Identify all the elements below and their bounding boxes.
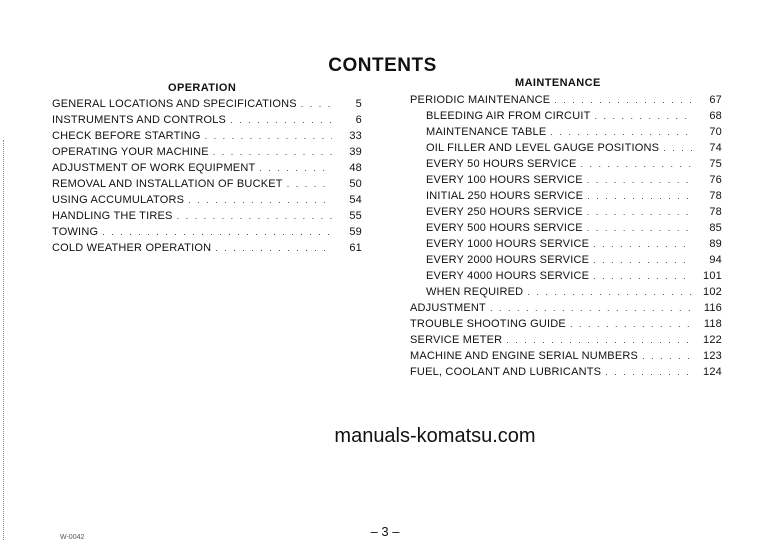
dot-leader (287, 176, 332, 192)
toc-entry-title: CHECK BEFORE STARTING (52, 130, 201, 142)
toc-entry-title: ADJUSTMENT (410, 302, 486, 314)
watermark-text: manuals-komatsu.com (334, 425, 536, 447)
toc-entry-title: COLD WEATHER OPERATION (52, 242, 212, 254)
toc-entry-title: INITIAL 250 HOURS SERVICE (426, 190, 584, 202)
page-number: – 3 – (370, 524, 400, 539)
dot-leader (605, 364, 692, 380)
dot-leader (663, 140, 692, 156)
dot-leader (215, 240, 332, 256)
toc-entry-page: 78 (709, 190, 722, 202)
toc-entry-title: SERVICE METER (410, 334, 503, 346)
toc-entry (410, 156, 722, 172)
toc-entry-page: 94 (709, 254, 722, 266)
dot-leader (527, 284, 692, 300)
dot-leader (593, 252, 692, 268)
toc-entry-title: MACHINE AND ENGINE SERIAL NUMBERS (410, 350, 639, 362)
toc-entry-title: MAINTENANCE TABLE (426, 126, 547, 138)
toc-entry-page: 75 (709, 158, 722, 170)
toc-entry-page: 67 (709, 94, 722, 106)
toc-entry-title: REMOVAL AND INSTALLATION OF BUCKET (52, 178, 283, 190)
toc-entry (410, 284, 722, 300)
toc-entry (52, 192, 362, 208)
dot-leader (188, 192, 332, 208)
toc-entry-page: 54 (349, 194, 362, 206)
dot-leader (593, 268, 692, 284)
toc-entry-page: 122 (703, 334, 722, 346)
dot-leader (205, 128, 332, 144)
toc-entry (410, 268, 722, 284)
operation-toc (52, 96, 362, 256)
toc-entry (410, 188, 722, 204)
toc-entry-page: 59 (349, 226, 362, 238)
toc-entry (410, 140, 722, 156)
toc-entry (410, 108, 722, 124)
toc-entry (52, 224, 362, 240)
toc-entry-page: 39 (349, 146, 362, 158)
toc-entry (52, 160, 362, 176)
toc-entry (410, 364, 722, 380)
toc-entry-page: 101 (703, 270, 722, 282)
toc-entry-page: 70 (709, 126, 722, 138)
toc-entry-page: 5 (355, 98, 362, 110)
toc-entry-title: USING ACCUMULATORS (52, 194, 185, 206)
dot-leader (490, 300, 692, 316)
toc-entry-page: 123 (703, 350, 722, 362)
toc-entry (52, 208, 362, 224)
dot-leader (587, 188, 692, 204)
toc-entry-page: 124 (703, 366, 722, 378)
dot-leader (581, 156, 692, 172)
toc-entry (410, 316, 722, 332)
toc-entry-page: 6 (355, 114, 362, 126)
toc-entry-title: EVERY 4000 HOURS SERVICE (426, 270, 590, 282)
dot-leader (587, 204, 692, 220)
toc-entry (410, 348, 722, 364)
toc-entry (410, 252, 722, 268)
toc-entry (52, 144, 362, 160)
toc-entry-title: INSTRUMENTS AND CONTROLS (52, 114, 227, 126)
toc-entry-title: EVERY 2000 HOURS SERVICE (426, 254, 590, 266)
toc-entry (410, 300, 722, 316)
toc-entry-title: TOWING (52, 226, 99, 238)
toc-entry-page: 74 (709, 142, 722, 154)
toc-entry-page: 76 (709, 174, 722, 186)
operation-heading: OPERATION (168, 82, 237, 94)
dot-leader (506, 332, 692, 348)
toc-entry-title: HANDLING THE TIRES (52, 210, 173, 222)
dot-leader (177, 208, 332, 224)
dot-leader (102, 224, 332, 240)
toc-entry (52, 128, 362, 144)
toc-entry-title: EVERY 500 HOURS SERVICE (426, 222, 583, 234)
dot-leader (213, 144, 332, 160)
page-title: CONTENTS (328, 55, 437, 76)
toc-entry-page: 85 (709, 222, 722, 234)
toc-entry-title: FUEL, COOLANT AND LUBRICANTS (410, 366, 602, 378)
toc-entry-page: 48 (349, 162, 362, 174)
toc-entry-title: BLEEDING AIR FROM CIRCUIT (426, 110, 591, 122)
toc-entry (410, 220, 722, 236)
scan-edge-marks (3, 140, 6, 540)
toc-entry-page: 50 (349, 178, 362, 190)
toc-entry-page: 118 (703, 318, 722, 330)
toc-entry-title: WHEN REQUIRED (426, 286, 524, 298)
toc-entry (410, 204, 722, 220)
toc-entry-title: PERIODIC MAINTENANCE (410, 94, 551, 106)
dot-leader (587, 172, 692, 188)
toc-entry (410, 92, 722, 108)
toc-entry-title: OIL FILLER AND LEVEL GAUGE POSITIONS (426, 142, 660, 154)
toc-entry-title: EVERY 50 HOURS SERVICE (426, 158, 577, 170)
toc-entry-title: OPERATING YOUR MACHINE (52, 146, 209, 158)
toc-entry (410, 332, 722, 348)
toc-entry (410, 172, 722, 188)
toc-entry-page: 89 (709, 238, 722, 250)
toc-entry-title: EVERY 1000 HOURS SERVICE (426, 238, 590, 250)
dot-leader (642, 348, 692, 364)
toc-entry-page: 55 (349, 210, 362, 222)
toc-entry (52, 112, 362, 128)
toc-entry (52, 176, 362, 192)
toc-entry-page: 61 (349, 242, 362, 254)
toc-entry-page: 102 (703, 286, 722, 298)
toc-entry-title: GENERAL LOCATIONS AND SPECIFICATIONS (52, 98, 297, 110)
dot-leader (593, 236, 692, 252)
toc-entry (410, 124, 722, 140)
toc-entry (52, 96, 362, 112)
toc-entry-page: 116 (703, 302, 722, 314)
toc-entry-title: EVERY 250 HOURS SERVICE (426, 206, 583, 218)
document-code: W-0042 (60, 534, 85, 541)
dot-leader (587, 220, 692, 236)
dot-leader (301, 96, 332, 112)
maintenance-heading: MAINTENANCE (515, 77, 601, 89)
dot-leader (259, 160, 332, 176)
toc-entry-page: 78 (709, 206, 722, 218)
dot-leader (230, 112, 332, 128)
dot-leader (550, 124, 692, 140)
dot-leader (570, 316, 692, 332)
toc-entry (52, 240, 362, 256)
toc-entry-page: 33 (349, 130, 362, 142)
toc-entry (410, 236, 722, 252)
maintenance-toc (410, 92, 722, 380)
toc-entry-page: 68 (709, 110, 722, 122)
dot-leader (554, 92, 692, 108)
dot-leader (595, 108, 692, 124)
toc-entry-title: TROUBLE SHOOTING GUIDE (410, 318, 566, 330)
toc-entry-title: ADJUSTMENT OF WORK EQUIPMENT (52, 162, 256, 174)
toc-entry-title: EVERY 100 HOURS SERVICE (426, 174, 583, 186)
